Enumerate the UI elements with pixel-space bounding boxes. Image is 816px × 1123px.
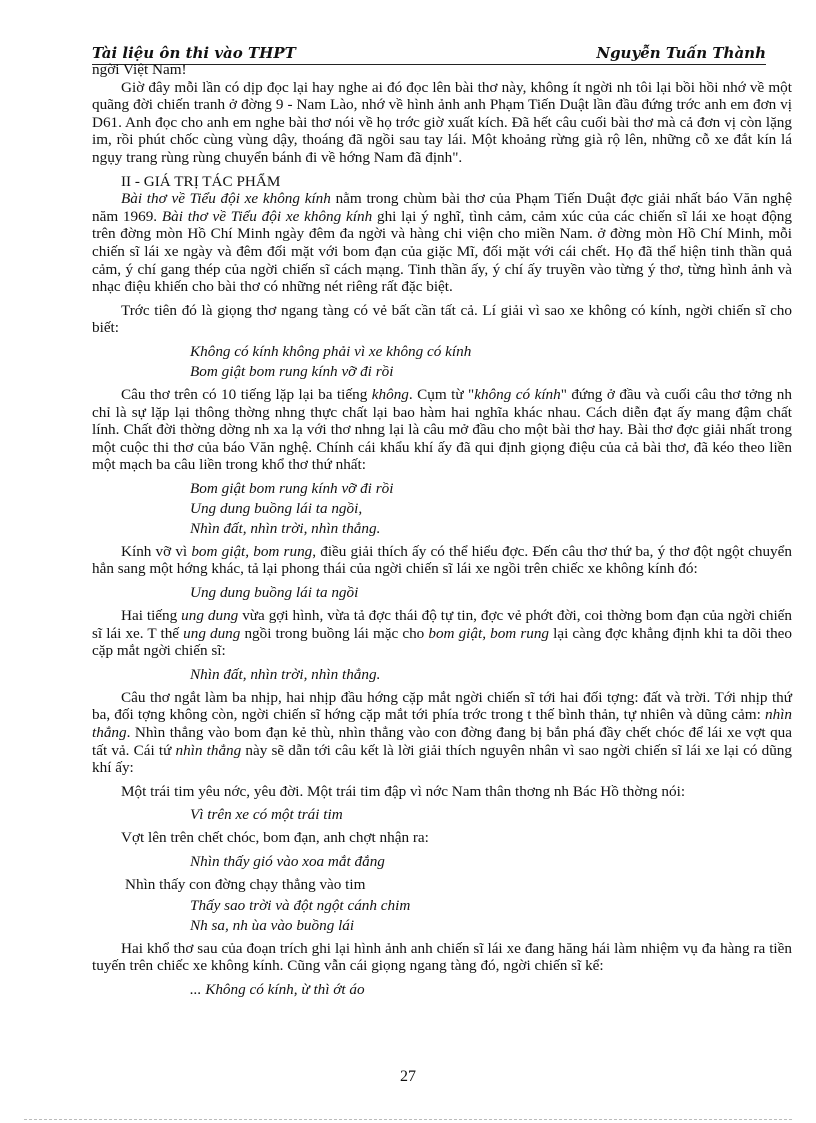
- paragraph: [92, 607, 792, 660]
- emphasis: ung dung: [181, 607, 239, 625]
- paragraph: [92, 190, 792, 296]
- verse-line: Thấy sao trời và đột ngột cánh chim: [190, 896, 411, 914]
- paragraph-text: nằm trong chùm bài thơ của Phạm Tiến Duật đợc giải nhất báo Văn nghệ năm 1969.: [92, 190, 792, 225]
- emphasis: nhìn thẳng: [175, 741, 242, 759]
- page-number: 27: [400, 1068, 416, 1085]
- paragraph: Vợt lên trên chết chóc, bom đạn, anh chợt nhận ra:: [121, 829, 429, 847]
- paragraph: [92, 386, 792, 474]
- paragraph-text: lại càng đợc khẳng định khi ta dõi theo cặp mắt ngời chiến sĩ:: [92, 624, 792, 660]
- paragraph-text: Câu thơ ngắt làm ba nhịp, hai nhịp đầu hớng cặp mắt ngời chiến sĩ tới hai đối tợng: đất và trời. Tới nhịp thứ ba, đối tợng không còn, ngời chiến sĩ hớng cặp mắt tới phía trớc trong t thế bình thản, tự nhiên và dũng cảm:: [92, 688, 792, 724]
- paragraph-text: Kính vỡ vì: [121, 542, 192, 560]
- paragraph: Giờ đây mỗi lần có dịp đọc lại hay nghe ai đó đọc lên bài thơ này, không ít ngời nh tôi lại bồi hồi nhớ về một quãng đời chiến tranh ở đờng 9 - Nam Lào, nhớ về hình ảnh anh Phạm Tiến Duật lần đầu đứng trớc anh em đơn vị D61. Anh đọc cho anh em nghe bài thơ nói về họ trớc giờ xuất kích. Đã hết câu cuối bài thơ mà cả đơn vị còn lặng im, rồi phút chốc cùng vùng dậy, thoáng đã ngồi sau tay lái. Một khoảng rừng già rộ lên, những cỗ xe đắt kín lá ngụy trang rùng rùng chuyển bánh đi về hớng Nam đã định".: [92, 78, 792, 166]
- paragraph-text: ngồi trong buồng lái mặc cho: [240, 624, 429, 642]
- emphasis: bom giật, bom rung: [428, 624, 550, 642]
- verse-line: Nhìn thấy gió vào xoa mắt đắng: [190, 853, 385, 870]
- paragraph-text: , điều giải thích ấy có thể hiểu đợc. Đến câu thơ thứ ba, ý thơ đột ngột chuyển hẳn sang một hớng khác, tả lại phong thái của ngời chiến sĩ lái xe ngồi trên chiếc xe không kính đó:: [92, 542, 792, 578]
- paragraph-text: Hai tiếng: [121, 607, 182, 625]
- verse-line: Bom giật bom rung kính vỡ đi rồi: [190, 362, 394, 380]
- paragraph: [92, 689, 792, 777]
- page-bottom-divider: [24, 1119, 792, 1120]
- header-author: Nguyễn Tuấn Thành: [596, 44, 766, 62]
- paragraph-text: " đứng ở đầu và cuối câu thơ tởng nh chỉ là sự lặp lại thông thờng nhng thực chất lại bao hàm hai nghĩa khác nhau. Cách diễn đạt ấy mang đậm chất lính. Chất đời thờng dờng nh xa lạ với thơ nhng lại là câu mở đầu cho một bài thơ hay. Bài thơ đợc giải nhất trong một cuộc thi thơ của báo Văn nghệ. Chính cái khẩu khí ấy đã qui định giọng điệu của cả bài thơ, đã kéo theo liền một mạch ba câu liền trong khổ thơ thứ nhất:: [92, 385, 792, 474]
- paragraph-text: Câu thơ trên có 10 tiếng lặp lại ba tiếng: [121, 385, 372, 403]
- verse-line: Ung dung buồng lái ta ngồi: [190, 584, 359, 602]
- poem-title: Bài thơ về Tiểu đội xe không kính: [121, 190, 331, 208]
- verse-line: Không có kính không phải vì xe không có kính: [190, 342, 472, 360]
- verse-line: ... Không có kính, ừ thì ớt áo: [190, 980, 365, 998]
- verse-line: Nh sa, nh ùa vào buồng lái: [190, 916, 355, 934]
- paragraph: Một trái tim yêu nớc, yêu đời. Một trái tim đập vì nớc Nam thân thơng nh Bác Hồ thờng nói:: [121, 782, 686, 800]
- emphasis: nhìn thẳng: [92, 706, 792, 742]
- paragraph-text: này sẽ dẫn tới câu kết là lời giải thích nguyên nhân vì sao ngời chiến sĩ lái xe lại có dũng khí ấy:: [92, 741, 792, 777]
- paragraph: Hai khổ thơ sau của đoạn trích ghi lại hình ảnh anh chiến sĩ lái xe đang hăng hái làm nhiệm vụ đa hàng ra tiền tuyến trên chiếc xe không kính. Cũng vẫn cái giọng ngang tàng đó, ngời chiến sĩ kể:: [92, 939, 792, 975]
- verse-line: Bom giật bom rung kính vỡ đi rồi: [190, 479, 394, 497]
- paragraph-text: ghi lại ý nghĩ, tình cảm, cảm xúc của các chiến sĩ lái xe hoạt động trên đờng mòn Hồ Chí Minh ngày đêm đa ngời và hàng chi viện cho miền Nam. ở đờng mòn Hồ Chí Minh, mỗi chiến sĩ lái xe ngày và đêm đối mặt với bom đạn của giặc Mĩ, đối mặt với cái chết. Họ đã thể hiện tinh thần quả cảm, ý chí gang thép của ngời chiến sĩ cách mạng. Tinh thần ấy, ý chí ấy truyền vào từng ý thơ, từng hình ảnh và nhạc điệu khiến cho bài thơ có những nét riêng rất đặc biệt.: [92, 207, 792, 296]
- page-body: [92, 61, 792, 998]
- emphasis: không có kính: [474, 385, 561, 403]
- paragraph: [92, 543, 792, 578]
- poem-title: Bài thơ về Tiểu đội xe không kính: [161, 207, 373, 225]
- paragraph: Trớc tiên đó là giọng thơ ngang tàng có vẻ bất cần tất cả. Lí giải vì sao xe không có kính, ngời chiến sĩ cho biết:: [92, 301, 792, 337]
- verse-line: Vì trên xe có một trái tim: [190, 806, 343, 824]
- paragraph: Nhìn thấy con đờng chạy thẳng vào tim: [125, 876, 366, 893]
- paragraph-text: vừa gợi hình, vừa tả đợc thái độ tự tin, đợc vẻ phớt đời, coi thờng bom đạn của ngời chiến sĩ lái xe. T thế: [92, 607, 792, 642]
- verse-line: Ung dung buồng lái ta ngồi,: [190, 499, 363, 517]
- emphasis: ung dung: [183, 624, 241, 642]
- verse-line: Nhìn đất, nhìn trời, nhìn thẳng.: [190, 665, 381, 683]
- section-heading: II - GIÁ TRỊ TÁC PHẨM: [121, 172, 281, 190]
- header-left-title: Tài liệu ôn thi vào THPT: [92, 44, 296, 62]
- verse-line: Nhìn đất, nhìn trời, nhìn thẳng.: [190, 519, 381, 537]
- paragraph: ngời Việt Nam!: [92, 61, 187, 78]
- paragraph-text: . Cụm từ ": [408, 385, 475, 403]
- emphasis: bom giật, bom rung: [191, 542, 313, 560]
- paragraph-text: . Nhìn thẳng vào bom đạn kẻ thù, nhìn thẳng vào con đờng đang bị bắn phá đầy chết chóc để lái xe vợt qua tất vả. Cái tứ: [92, 724, 792, 759]
- emphasis: không: [371, 385, 409, 403]
